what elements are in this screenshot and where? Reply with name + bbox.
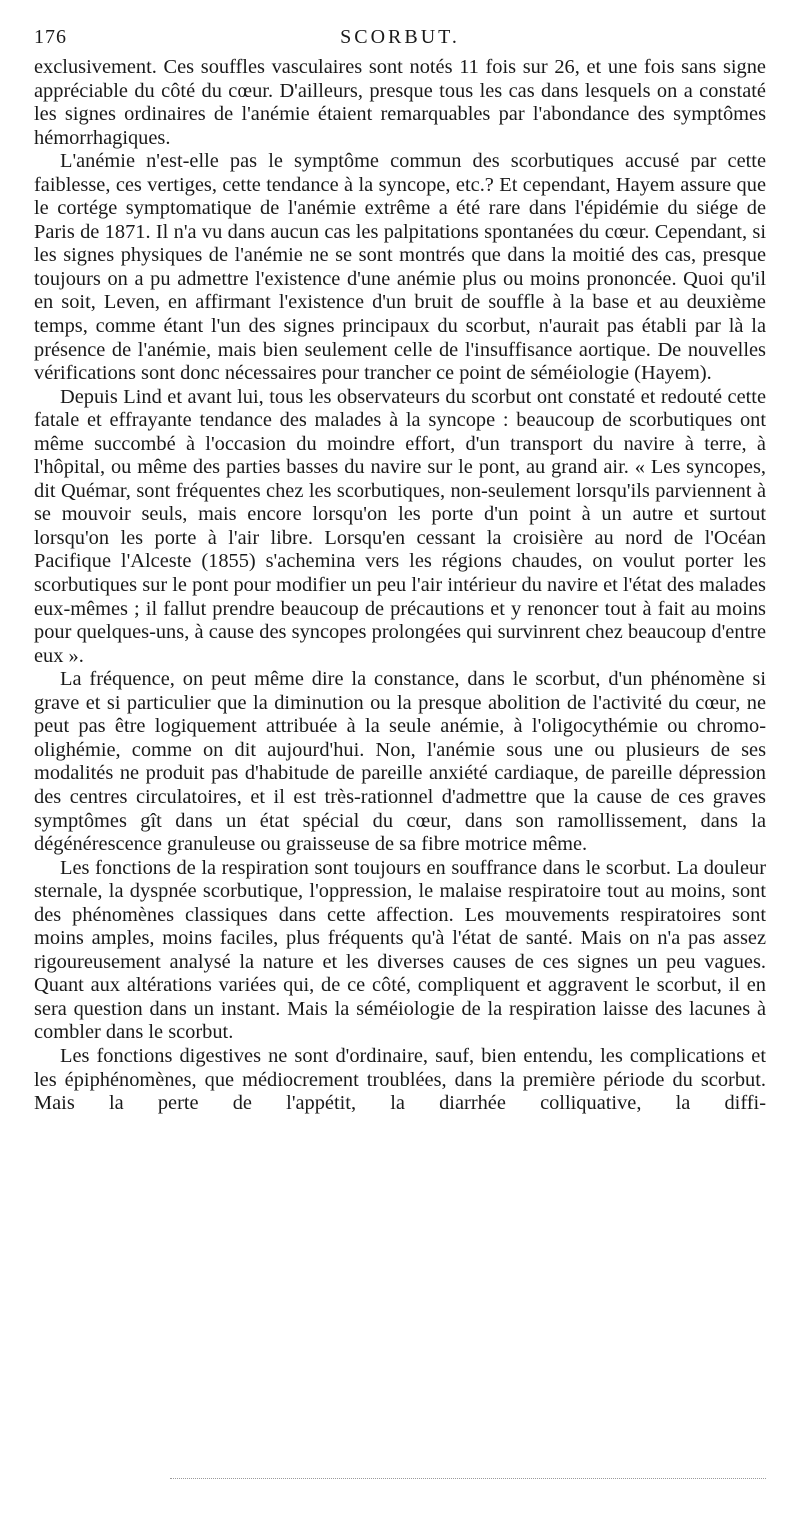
running-head (34, 26, 766, 56)
body-text (34, 56, 766, 1116)
paragraph-respiration: Les fonctions de la respiration sont toujours en souffrance dans le scorbut. La douleur sternale, la dyspnée scorbutique, l'oppression, le malaise respiratoire tout au moins, sont des phénomènes classiques dans cette affection. Les mouvements respiratoires sont moins amples, moins faciles, plus fréquents qu'à l'état de santé. Mais on n'a pas assez rigoureusement analysé la nature et les diverses causes de ces signes un peu vagues. Quant aux altérations variées qui, de ce côté, compliquent et aggravent le scorbut, il en sera question dans un instant. Mais la séméiologie de la respiration laisse des lacunes à combler dans le scorbut. (34, 856, 766, 1044)
paragraph-anemia-souffles: exclusivement. Ces souffles vasculaires sont notés 11 fois sur 26, et une fois sans signe appréciable du côté du cœur. D'ailleurs, presque tous les cas dans lesquels on a constaté les signes ordinaires de l'anémie étaient remarquables par l'abondance des symptômes hémorrhagiques. (34, 56, 766, 149)
paragraph-syncope: Depuis Lind et avant lui, tous les observateurs du scorbut ont constaté et redouté cette fatale et effrayante tendance des malades à la syncope : beaucoup de scorbutiques ont même succombé à l'occasion du moindre effort, d'un transport du navire à terre, à l'hôpital, ou même des parties basses du navire sur le pont, au grand air. « Les syncopes, dit Quémar, sont fréquentes chez les scorbutiques, non-seulement lorsqu'ils parviennent à se mouvoir seuls, mais encore lorsqu'on les porte d'un point à un autre et surtout lorsqu'on les porte à l'air libre. Lorsqu'en cessant la croisière au nord de l'Océan Pacifique l'Alceste (1855) s'achemina vers les régions chaudes, on voulut porter les scorbutiques sur le pont pour modifier un peu l'air intérieur du navire et l'état des malades eux-mêmes ; il fallut prendre beaucoup de précautions et y renoncer tout à fait au moins pour quelques-uns, à cause des syncopes prolongées qui survinrent chez beaucoup d'entre eux ». (34, 385, 766, 667)
book-page (34, 26, 766, 1116)
paragraph-anemia-symptome: L'anémie n'est-elle pas le symptôme commun des scorbutiques accusé par cette faiblesse, ces vertiges, cette tendance à la syncope, etc.? Et cependant, Hayem assure que le cortége symptomatique de l'anémie extrême a été rare dans l'épidémie du siége de Paris de 1871. Il n'a vu dans aucun cas les palpitations spontanées du cœur. Cependant, si les signes physiques de l'anémie ne se sont montrés que dans la moitié des cas, presque toujours on a pu admettre l'existence d'une anémie plus ou moins prononcée. Quoi qu'il en soit, Leven, en affirmant l'existence d'un bruit de souffle à la base et au deuxième temps, comme étant l'un des signes principaux du scorbut, n'aurait pas établi par là la présence de l'anémie, mais bien seulement celle de l'insuffisance aortique. De nouvelles vérifications sont donc nécessaires pour trancher ce point de séméiologie (Hayem). (34, 150, 766, 385)
running-title: SCORBUT. (340, 26, 460, 48)
page-number: 176 (34, 26, 67, 48)
paragraph-activite-coeur: La fréquence, on peut même dire la constance, dans le scorbut, d'un phénomène si grave et si particulier que la diminution ou la presque abolition de l'activité du cœur, ne peut pas être logiquement attribuée à la seule anémie, à l'oligocythémie ou chromo-olighémie, comme on dit aujourd'hui. Non, l'anémie sous une ou plusieurs de ses modalités ne produit pas d'habitude de pareille anxiété cardiaque, de pareille dépression des centres circulatoires, et il est très-rationnel d'admettre que la cause de ces graves symptômes gît dans un état spécial du cœur, dans son ramollissement, dans la dégénérescence granuleuse ou graisseuse de sa fibre motrice même. (34, 668, 766, 856)
paragraph-fonctions-digestives: Les fonctions digestives ne sont d'ordinaire, sauf, bien entendu, les complications et les épiphénomènes, que médiocrement troublées, dans la première période du scorbut. Mais la perte de l'appétit, la diarrhée colliquative, la diffi- (34, 1044, 766, 1115)
bottom-dotted-rule (170, 1478, 766, 1479)
